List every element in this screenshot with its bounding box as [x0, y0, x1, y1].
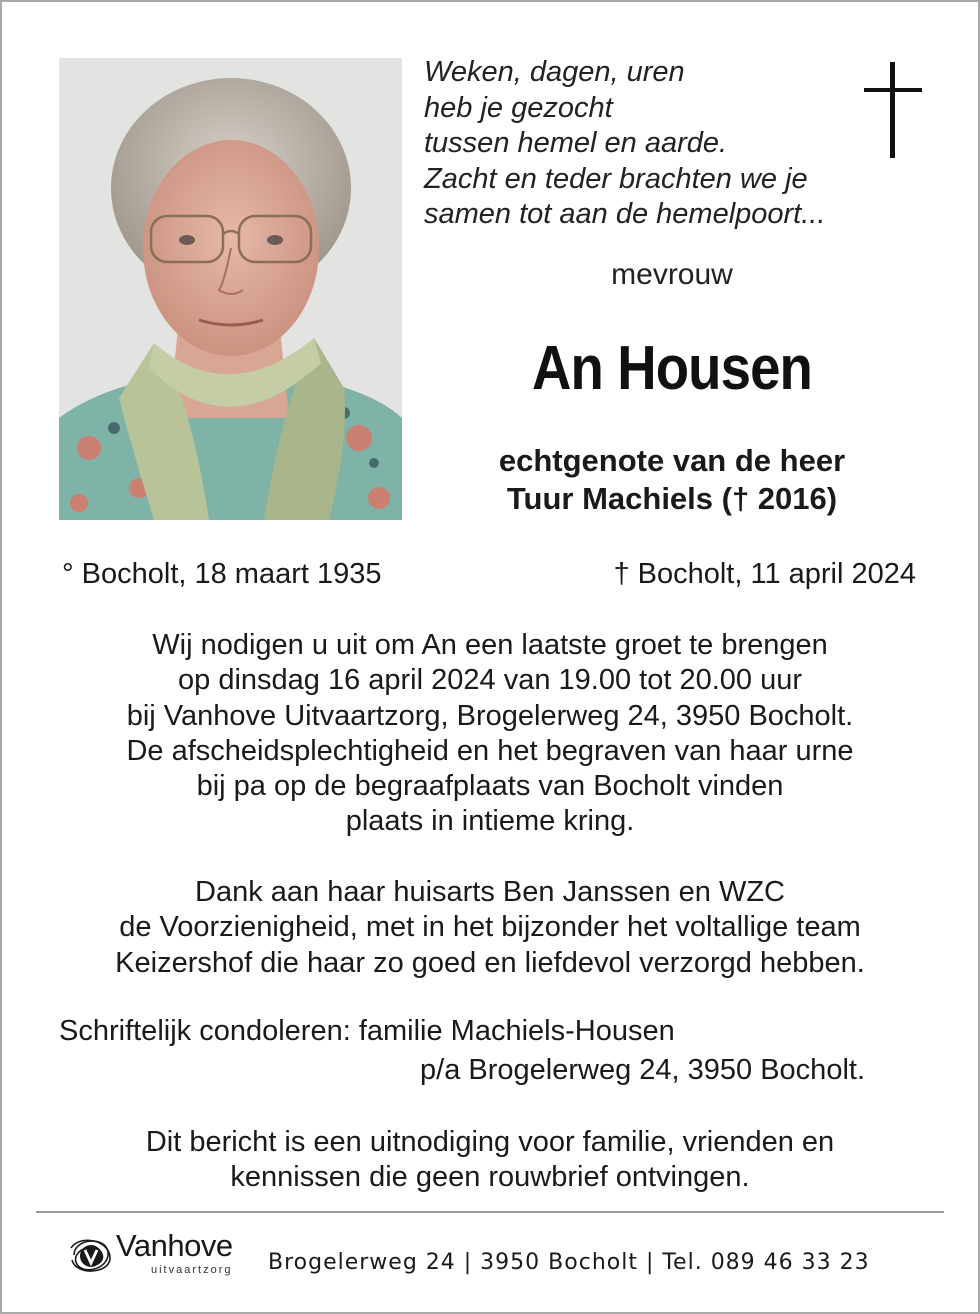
thanks-line: Dank aan haar huisarts Ben Janssen en WZC: [195, 876, 785, 908]
cross-icon: [864, 62, 922, 158]
thanks-line: de Voorzienigheid, met in het bijzonder het voltallige team: [119, 911, 861, 944]
footer-address: Brogelerweg 24 | 3950 Bocholt | Tel. 089 46 33 23: [268, 1250, 870, 1275]
vanhove-logo: [66, 1230, 266, 1280]
poem-line: tussen hemel en aarde.: [424, 127, 728, 159]
deceased-name: An Housen: [531, 334, 813, 403]
invitation-line: De afscheidsplechtigheid en het begraven van haar urne: [126, 734, 854, 767]
invitation-text: [40, 628, 940, 840]
spouse-line: echtgenote van de heer: [498, 443, 846, 478]
notice-text: [40, 1125, 940, 1196]
death-date: † Bocholt, 11 april 2024: [613, 558, 916, 590]
thanks-text: [40, 875, 940, 981]
vanhove-logo-mark: [66, 1230, 116, 1280]
condolence-line: Schriftelijk condoleren: familie Machiels-Housen: [59, 1015, 675, 1047]
poem-line: Zacht en teder brachten we je: [424, 162, 808, 195]
poem: [424, 55, 864, 233]
invitation-line: op dinsdag 16 april 2024 van 19.00 tot 20.00 uur: [178, 664, 802, 697]
condolence-address: p/a Brogelerweg 24, 3950 Bocholt.: [420, 1054, 865, 1086]
honorific: mevrouw: [611, 258, 733, 291]
invitation-line: Wij nodigen u uit om An een laatste groet te brengen: [152, 629, 828, 661]
notice-line: kennissen die geen rouwbrief ontvingen.: [230, 1161, 750, 1194]
spouse-info: [424, 442, 920, 518]
invitation-line: bij Vanhove Uitvaartzorg, Brogelerweg 24, 3950 Bocholt.: [126, 699, 854, 732]
footer-divider: [36, 1211, 944, 1213]
invitation-line: bij pa op de begraafplaats van Bocholt vinden: [196, 770, 784, 803]
poem-line: Weken, dagen, uren: [424, 56, 685, 88]
thanks-line: Keizershof die haar zo goed en liefdevol verzorgd hebben.: [115, 946, 865, 979]
logo-subtitle: uitvaartzorg: [151, 1264, 233, 1276]
poem-line: heb je gezocht: [424, 91, 613, 124]
logo-name: Vanhove: [116, 1228, 233, 1263]
spouse-line: Tuur Machiels († 2016): [506, 481, 838, 516]
poem-line: samen tot aan de hemelpoort...: [424, 198, 826, 230]
notice-line: Dit bericht is een uitnodiging voor familie, vrienden en: [145, 1126, 835, 1158]
invitation-line: plaats in intieme kring.: [345, 805, 635, 838]
portrait-photo: [59, 58, 402, 520]
birth-date: ° Bocholt, 18 maart 1935: [62, 558, 382, 590]
